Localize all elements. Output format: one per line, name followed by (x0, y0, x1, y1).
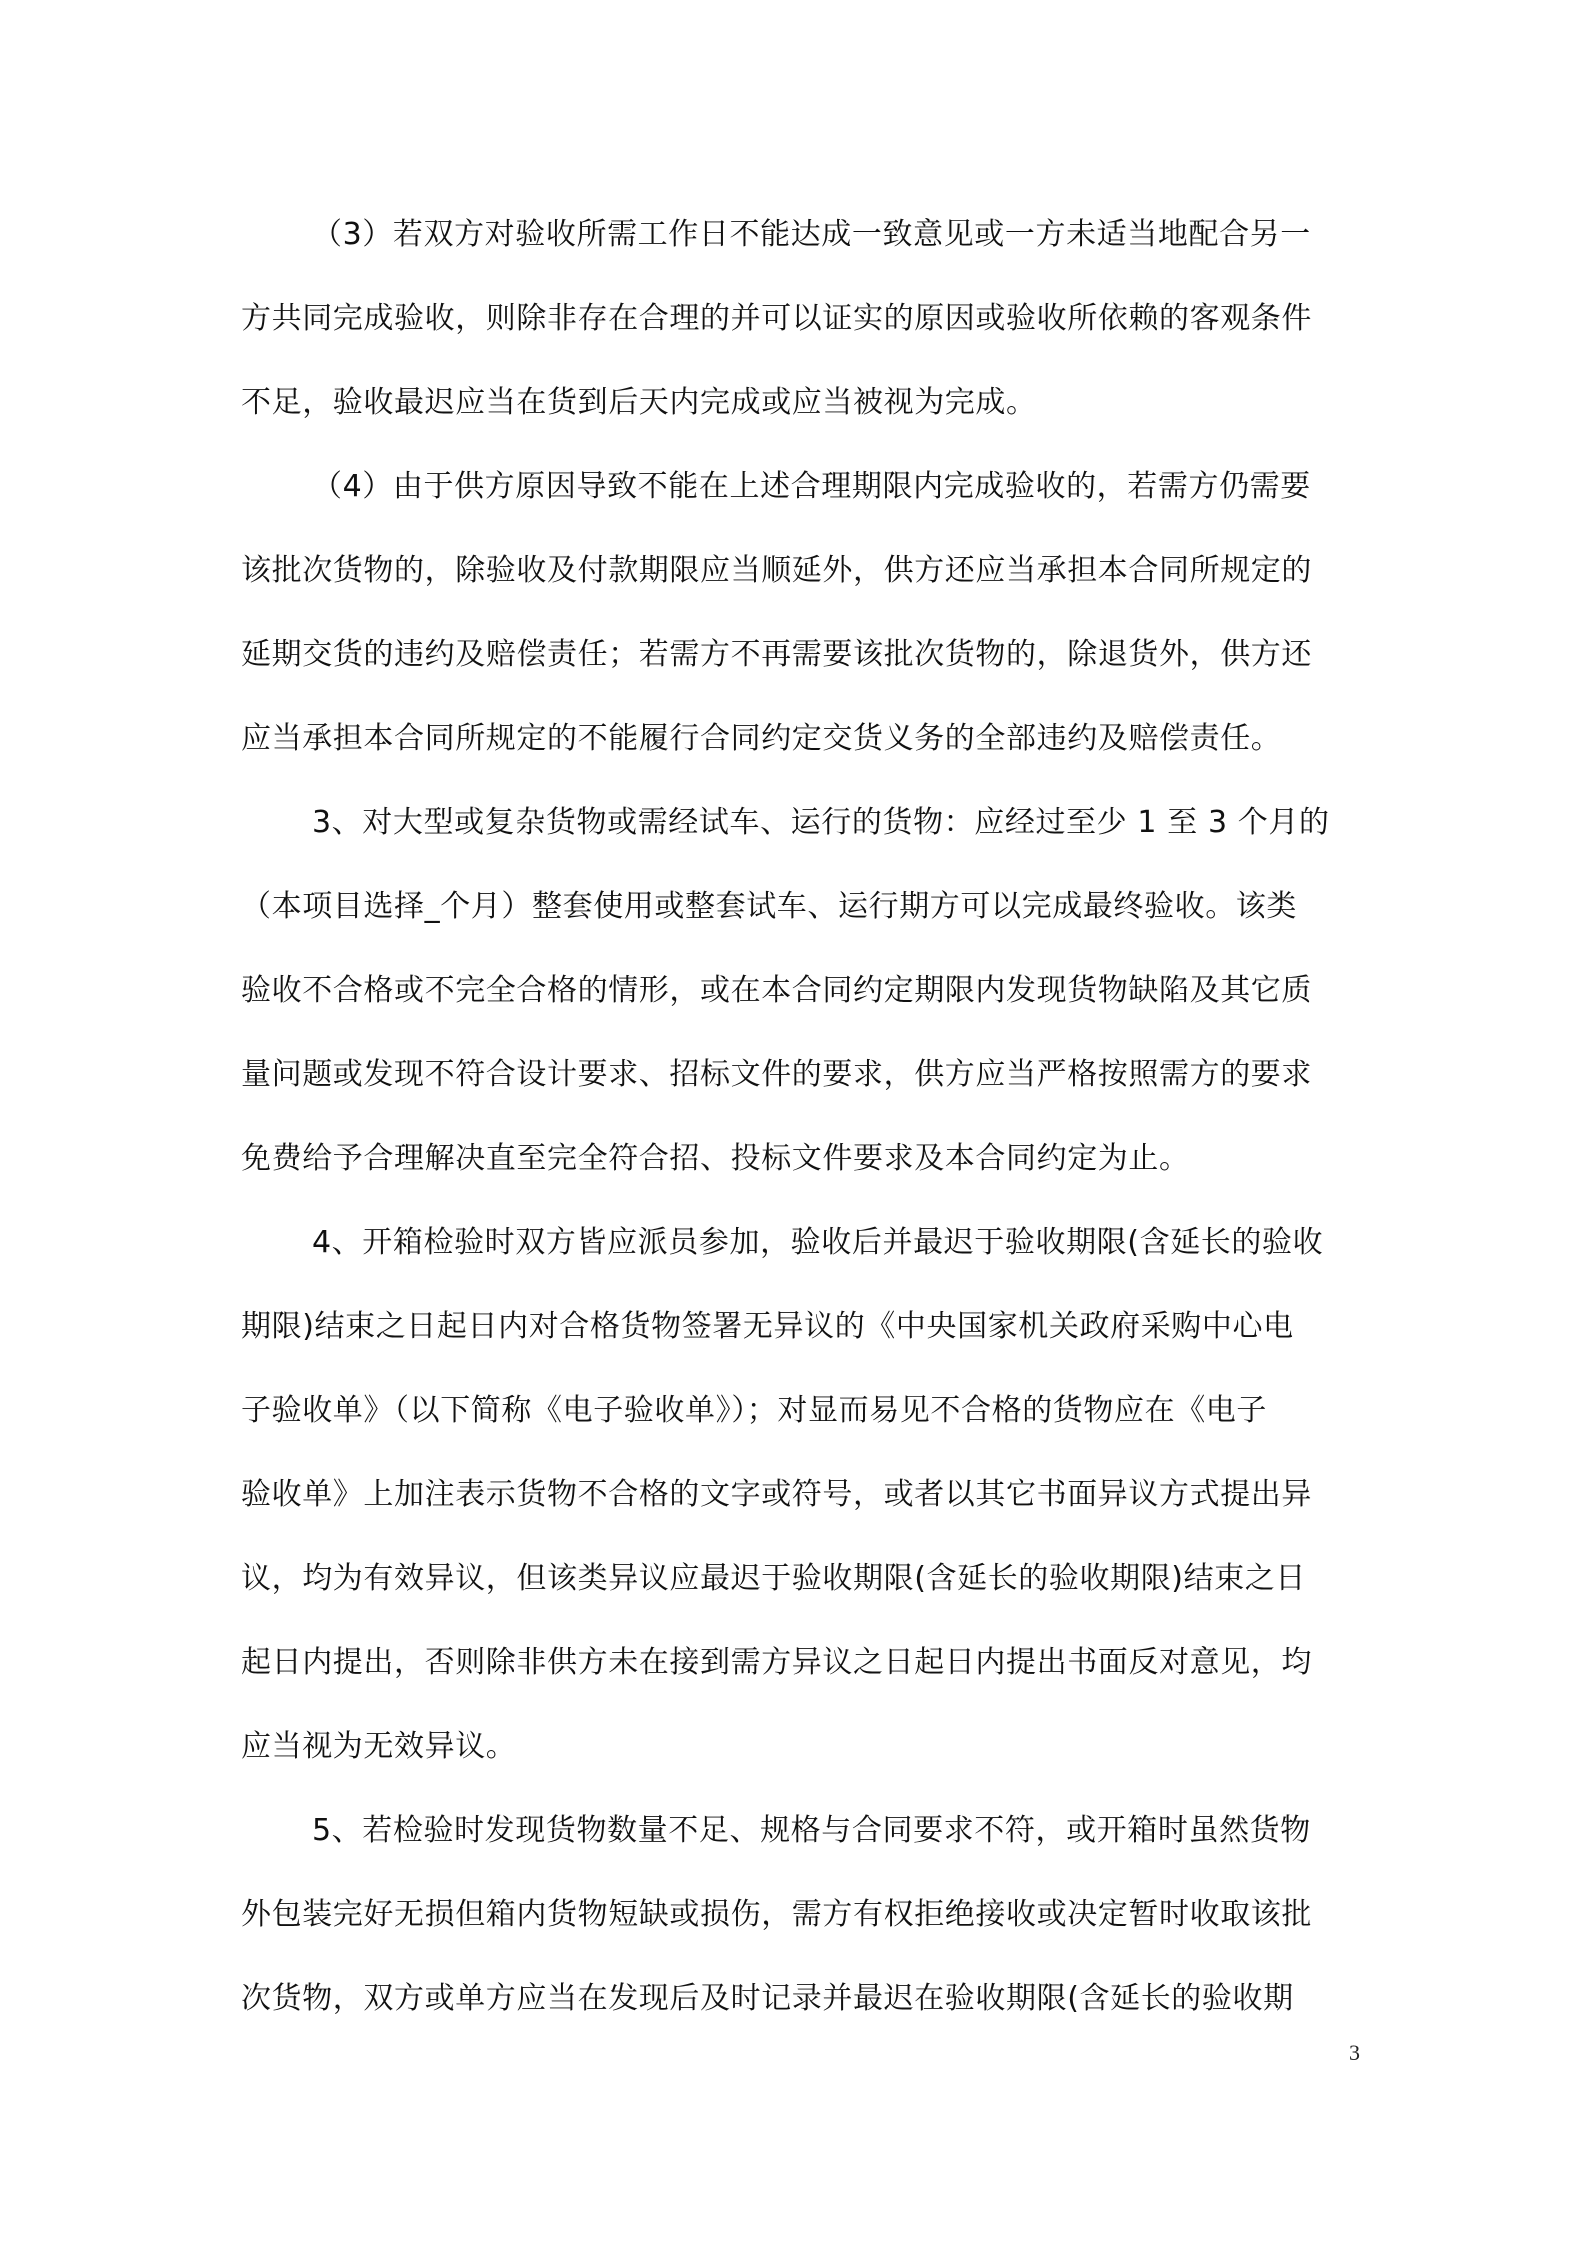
text-line: 外包装完好无损但箱内货物短缺或损伤，需方有权拒绝接收或决定暂时收取该批 (241, 1897, 1312, 1932)
text-line: 延期交货的违约及赔偿责任；若需方不再需要该批次货物的，除退货外，供方还 (241, 637, 1312, 672)
text-line: 验收不合格或不完全合格的情形，或在本合同约定期限内发现货物缺陷及其它质 (241, 973, 1312, 1008)
text-line: 5、若检验时发现货物数量不足、规格与合同要求不符，或开箱时虽然货物 (312, 1813, 1311, 1848)
text-line: 4、开箱检验时双方皆应派员参加，验收后并最迟于验收期限(含延长的验收 (312, 1225, 1324, 1260)
text-line: 子验收单》（以下简称《电子验收单》）；对显而易见不合格的货物应在《电子 (241, 1393, 1267, 1428)
text-line: （3）若双方对验收所需工作日不能达成一致意见或一方未适当地配合另一 (312, 217, 1311, 252)
text-line: 次货物，双方或单方应当在发现后及时记录并最迟在验收期限(含延长的验收期 (241, 1981, 1294, 2016)
text-line: 应当承担本合同所规定的不能履行合同约定交货义务的全部违约及赔偿责任。 (241, 721, 1282, 756)
document-body (241, 193, 1353, 2041)
text-line: 量问题或发现不符合设计要求、招标文件的要求，供方应当严格按照需方的要求 (241, 1057, 1312, 1092)
text-line: 3、对大型或复杂货物或需经试车、运行的货物：应经过至少 1 至 3 个月的 (312, 805, 1330, 840)
text-line: 议，均为有效异议，但该类异议应最迟于验收期限(含延长的验收期限)结束之日 (241, 1561, 1307, 1596)
text-line: 不足，验收最迟应当在货到后天内完成或应当被视为完成。 (241, 385, 1037, 420)
paragraph-clause-3-4 (241, 445, 1353, 781)
paragraph-clause-3-3 (241, 193, 1353, 445)
text-line: 期限)结束之日起日内对合格货物签署无异议的《中央国家机关政府采购中心电 (241, 1309, 1294, 1344)
paragraph-section-4 (241, 1201, 1353, 1789)
text-line: 起日内提出，否则除非供方未在接到需方异议之日起日内提出书面反对意见，均 (241, 1645, 1312, 1680)
page-number: 3 (1349, 2040, 1360, 2065)
text-line: 验收单》上加注表示货物不合格的文字或符号，或者以其它书面异议方式提出异 (241, 1477, 1312, 1512)
text-line: （4）由于供方原因导致不能在上述合理期限内完成验收的，若需方仍需要 (312, 469, 1311, 504)
text-line: 该批次货物的，除验收及付款期限应当顺延外，供方还应当承担本合同所规定的 (241, 553, 1312, 588)
text-line: 方共同完成验收，则除非存在合理的并可以证实的原因或验收所依赖的客观条件 (241, 301, 1312, 336)
text-line: 应当视为无效异议。 (241, 1729, 517, 1764)
text-line: （本项目选择_个月）整套使用或整套试车、运行期方可以完成最终验收。该类 (241, 889, 1297, 924)
paragraph-section-3 (241, 781, 1353, 1201)
paragraph-section-5 (241, 1789, 1353, 2041)
text-line: 免费给予合理解决直至完全符合招、投标文件要求及本合同约定为止。 (241, 1141, 1190, 1176)
